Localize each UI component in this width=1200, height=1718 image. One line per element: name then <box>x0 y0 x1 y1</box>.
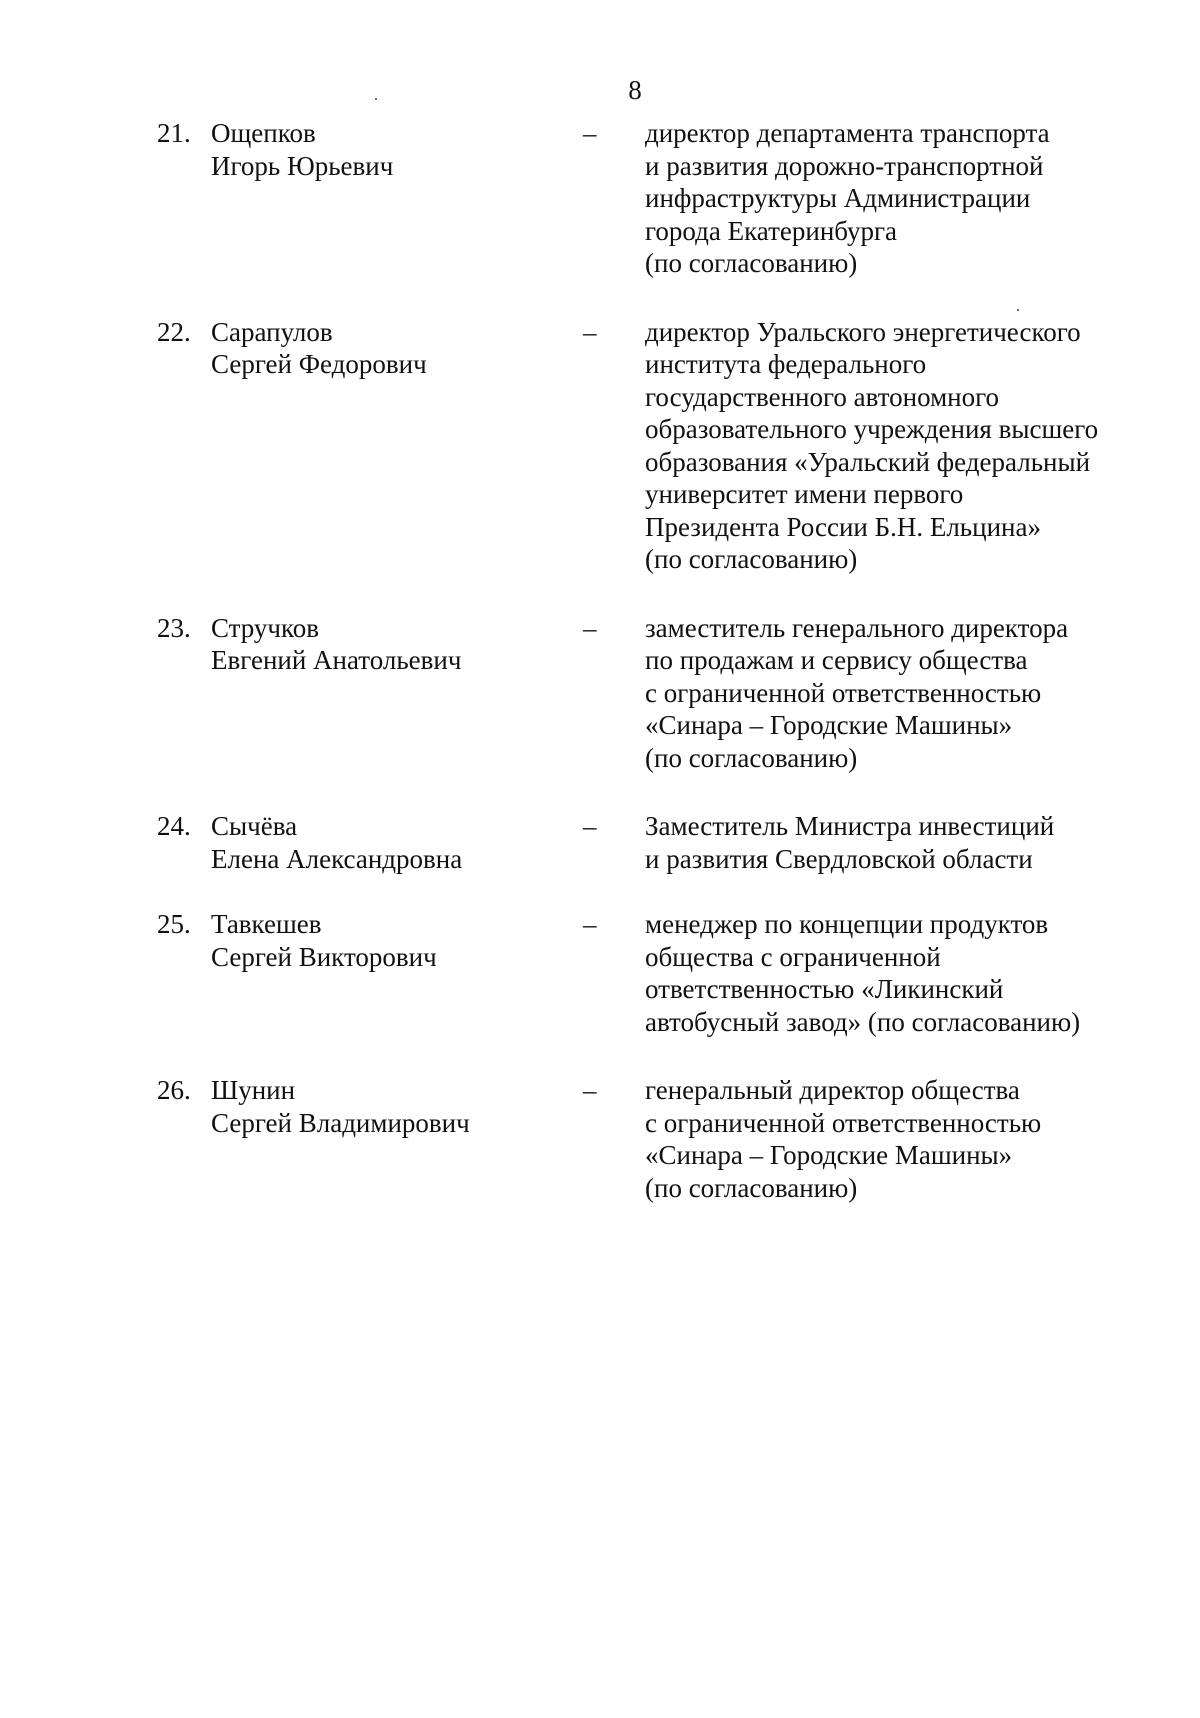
entry-number: 24. <box>157 811 191 841</box>
role-line: автобусный завод» (по согласованию) <box>645 1006 1081 1037</box>
members-list <box>0 117 1200 1204</box>
role-line: города Екатеринбурга <box>645 215 898 246</box>
given-names: Сергей Владимирович <box>211 1107 470 1138</box>
role-line: директор департамента транспорта <box>645 118 1050 148</box>
person-name <box>211 810 541 875</box>
surname: Шунин <box>211 1075 296 1105</box>
position-description <box>645 316 1165 576</box>
role-line: общества с ограниченной <box>645 941 941 972</box>
entry-number: 23. <box>157 612 191 643</box>
role-line: с ограниченной ответственностью <box>645 1107 1042 1138</box>
separator-dash: – <box>583 612 597 643</box>
role-line: «Синара – Городские Машины» <box>645 1140 1013 1170</box>
role-line: университет имени первого <box>645 479 964 509</box>
separator-dash: – <box>583 1075 597 1105</box>
role-line: (по согласованию) <box>645 544 858 574</box>
separator-dash: – <box>583 316 597 347</box>
list-item <box>0 908 1200 1038</box>
surname: Тавкешев <box>211 909 322 939</box>
surname: Сарапулов <box>211 316 333 347</box>
list-item <box>0 117 1200 280</box>
role-line: с ограниченной ответственностью <box>645 677 1042 708</box>
role-line: (по согласованию) <box>645 742 858 773</box>
scan-speck <box>375 98 377 100</box>
list-item <box>0 316 1200 576</box>
position-description <box>645 612 1165 775</box>
role-line: инфраструктуры Администрации <box>645 183 1031 213</box>
person-name <box>211 908 541 973</box>
role-line: института федерального <box>645 349 927 379</box>
role-line: Заместитель Министра инвестиций <box>645 811 1055 841</box>
role-line: менеджер по концепции продуктов <box>645 909 1049 939</box>
role-line: директор Уральского энергетического <box>645 316 1081 347</box>
role-line: ответственностью «Ликинский <box>645 974 1004 1004</box>
entry-number: 26. <box>157 1075 191 1105</box>
given-names: Сергей Викторович <box>211 941 437 972</box>
entry-number: 22. <box>157 316 191 347</box>
role-line: образования «Уральский федеральный <box>645 446 1091 477</box>
entry-number: 25. <box>157 909 191 939</box>
given-names: Игорь Юрьевич <box>211 150 394 181</box>
person-name <box>211 316 541 381</box>
role-line: (по согласованию) <box>645 248 858 278</box>
role-line: генеральный директор общества <box>645 1075 1020 1105</box>
list-item <box>0 612 1200 775</box>
separator-dash: – <box>583 118 597 148</box>
role-line: и развития Свердловской области <box>645 843 1033 874</box>
person-name <box>211 1074 541 1139</box>
role-line: государственного автономного <box>645 381 1000 412</box>
role-line: заместитель генерального директора <box>645 612 1069 643</box>
position-description <box>645 810 1165 875</box>
given-names: Елена Александровна <box>211 843 463 874</box>
role-line: Президента России Б.Н. Ельцина» <box>645 511 1041 542</box>
surname: Сычёва <box>211 811 298 841</box>
entry-number: 21. <box>157 118 191 148</box>
position-description <box>645 117 1165 280</box>
person-name <box>211 612 541 677</box>
given-names: Евгений Анатольевич <box>211 645 462 675</box>
role-line: (по согласованию) <box>645 1172 858 1203</box>
role-line: образовательного учреждения высшего <box>645 414 1099 444</box>
list-item <box>0 810 1200 875</box>
position-description <box>645 908 1165 1038</box>
list-item <box>0 1074 1200 1204</box>
separator-dash: – <box>583 811 597 841</box>
person-name <box>211 117 541 182</box>
role-line: по продажам и сервису общества <box>645 645 1028 675</box>
position-description <box>645 1074 1165 1204</box>
separator-dash: – <box>583 909 597 939</box>
surname: Ощепков <box>211 118 316 148</box>
given-names: Сергей Федорович <box>211 349 427 379</box>
role-line: и развития дорожно-транспортной <box>645 150 1044 181</box>
surname: Стручков <box>211 612 319 643</box>
page-number: 8 <box>628 75 642 105</box>
role-line: «Синара – Городские Машины» <box>645 710 1013 740</box>
